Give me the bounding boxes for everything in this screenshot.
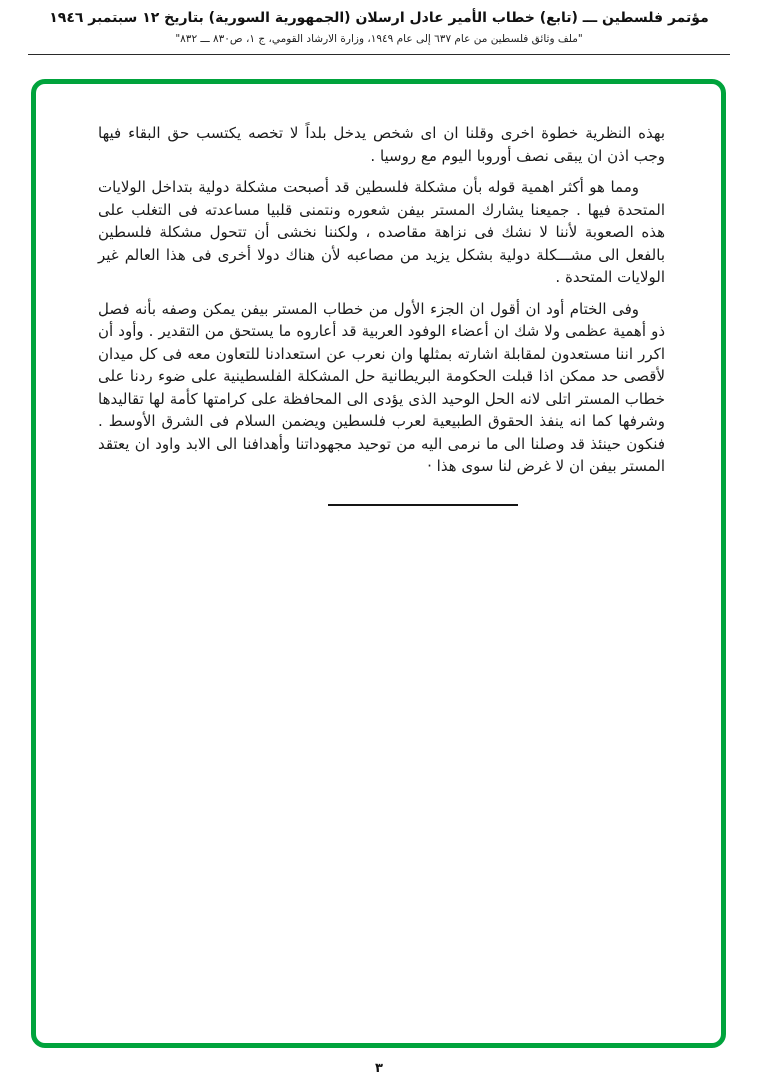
paragraph: وفى الختام أود ان أقول ان الجزء الأول من خطاب المستر بيفن يمكن وصفه بأنه فصل ذو أهمية عظمى ولا شك ان أعضاء الوفود العربية قد أعاروه ما يستحق من التقدير . وأود أن اكرر اننا مستعدون لمقابلة اشارته بمثلها وان نعرب عن استعدادنا للتعاون معه فى كل ميدان لأقصى حد ممكن اذا قبلت الحكومة البريطانية حل المشكلة الفلسطينية على ضوء ردنا على خطاب المستر اتلى لانه الحل الوحيد الذى يؤدى الى المحافظة على كرامتها كأمة لها تقاليدها وشرفها كما انه ينفذ الحقوق الطبيعية لعرب فلسطين ويضمن السلام فى الشرق الأوسط . فنكون حينئذ قد وصلنا الى ما نرمى اليه من توحيد مجهوداتنا وأهدافنا الى الابد واود ان يعتقد المستر بيفن ان لا غرض لنا سوى هذا ·: [98, 299, 665, 475]
paragraph: ومما هو أكثر اهمية قوله بأن مشكلة فلسطين قد أصبحت مشكلة دولية بتداخل الولايات المتحدة فيها . جميعنا يشارك المستر بيفن شعوره ونتمنى قلبيا مساعدته فى التغلب على هذه الصعوبة لأننا لا نشك فى نزاهة مقاصده ، ولكننا نخشى أن تتحول مشكلة فلسطين بالفعل الى مشـــكلة دولية بشكل يزيد من مصاعبه لأن هناك دولا أخرى فى هذا العالم غير الولايات المتحدة .: [98, 178, 665, 286]
document-body: [36, 84, 721, 478]
page-number: ٣: [375, 1061, 383, 1076]
header-source-citation: "ملف وثائق فلسطين من عام ٦٣٧ إلى عام ١٩٤٩، وزارة الارشاد القومي، ج ١، ص٨٣٠ ـــ ٨٣٢": [175, 33, 583, 45]
page-header: [0, 10, 758, 55]
header-divider: [28, 54, 730, 55]
section-divider: [328, 504, 518, 506]
paragraph: بهذه النظرية خطوة اخرى وقلنا ان اى شخص يدخل بلداً لا تخصه يكتسب حق البقاء فيها وجب اذن ان يبقى نصف أوروبا اليوم مع روسيا .: [98, 124, 665, 165]
document-border-frame: [31, 79, 726, 1048]
header-title: مؤتمر فلسطين ـــ (تابع) خطاب الأمير عادل ارسلان (الجمهورية السورية) بتاريخ ١٢ سبتمبر ١٩٤٦: [49, 10, 709, 26]
